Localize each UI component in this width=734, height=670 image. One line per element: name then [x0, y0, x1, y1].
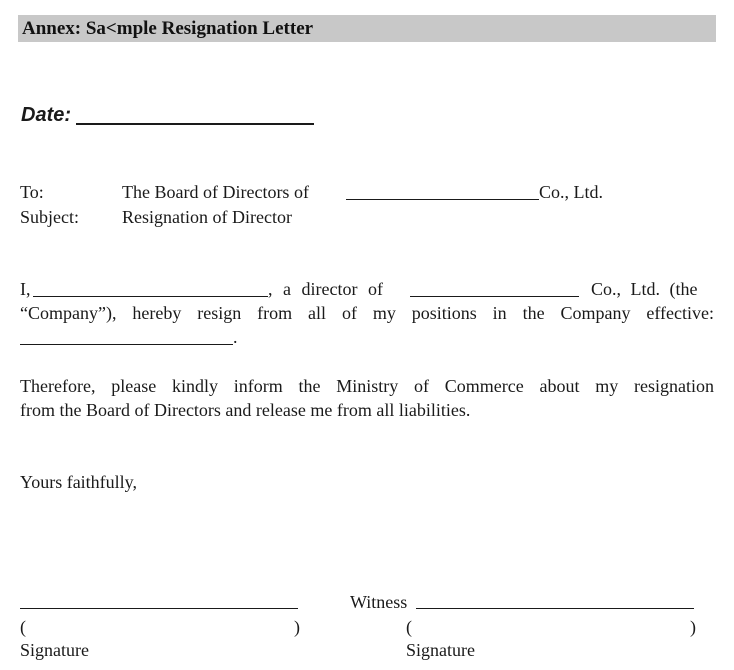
to-text: The Board of Directors of	[122, 182, 309, 202]
body-para2-line2: from the Board of Directors and release me from all liabilities.	[20, 400, 471, 420]
director-name-blank-line	[33, 296, 268, 297]
body-line2: “Company”), hereby resign from all of my positions in the Company effective:	[20, 303, 714, 323]
left-paren-close: )	[294, 617, 300, 637]
left-paren-open: (	[20, 617, 26, 637]
date-label: Date:	[21, 104, 72, 126]
witness-signature-line	[416, 608, 694, 609]
body-line3-end: .	[233, 327, 238, 347]
body-line1-end: Co., Ltd. (the	[591, 279, 698, 299]
right-paren-open: (	[406, 617, 412, 637]
to-suffix: Co., Ltd.	[539, 182, 604, 202]
subject-text: Resignation of Director	[122, 207, 292, 227]
closing-text: Yours faithfully,	[20, 472, 138, 492]
company-name-blank-line	[346, 199, 539, 200]
left-signature-label: Signature	[20, 640, 89, 660]
date-blank-line	[76, 123, 314, 125]
witness-label: Witness	[350, 592, 408, 612]
company-blank-line	[410, 296, 579, 297]
to-label: To:	[20, 182, 44, 202]
annex-title: Annex: Sa<mple Resignation Letter	[22, 18, 314, 39]
subject-label: Subject:	[20, 207, 79, 227]
left-signature-line	[20, 608, 298, 609]
right-paren-close: )	[690, 617, 696, 637]
effective-date-blank-line	[20, 344, 233, 345]
body-para2-line1: Therefore, please kindly inform the Ministry of Commerce about my resignation	[20, 376, 714, 396]
body-line1-start: I,	[20, 279, 31, 299]
body-line1-mid: , a director of	[268, 279, 383, 299]
right-signature-label: Signature	[406, 640, 475, 660]
